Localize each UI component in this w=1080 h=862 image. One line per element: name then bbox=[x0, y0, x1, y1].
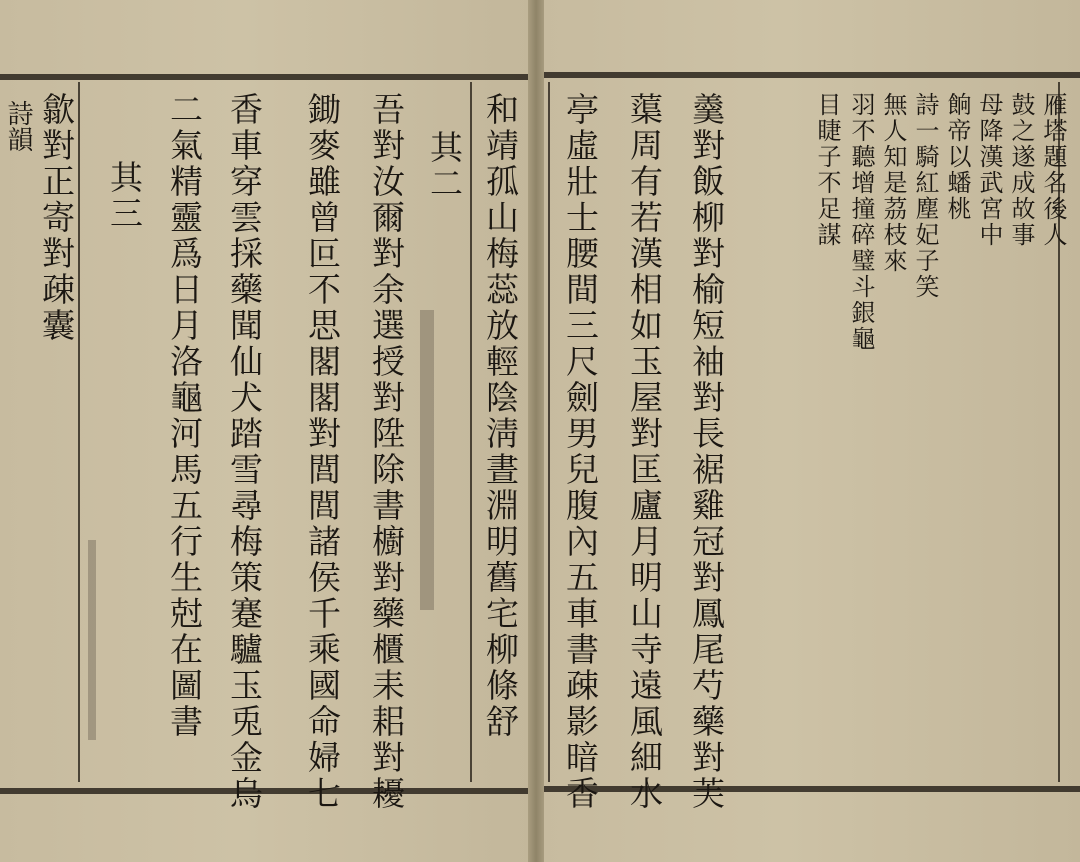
ink-stain bbox=[88, 540, 96, 740]
annotation-column: 無人知是茘枝來 bbox=[879, 92, 907, 274]
annotation-column: 詩一騎紅塵妃子笑 bbox=[911, 92, 939, 300]
column-divider bbox=[470, 82, 472, 782]
book-gutter bbox=[528, 0, 544, 862]
section-heading: 其二 bbox=[425, 130, 464, 202]
column-divider bbox=[78, 82, 80, 782]
annotation-column: 母降漢武宮中 bbox=[975, 92, 1003, 248]
text-column: 吾對汝爾對余選授對陞除書櫥對藥櫃耒耜對耰 bbox=[367, 92, 406, 812]
annotation-column: 目睫子不足謀 bbox=[813, 92, 841, 248]
text-column: 羹對飯柳對榆短袖對長裾雞冠對鳳尾芍藥對芙 bbox=[687, 92, 726, 812]
top-rule-right bbox=[544, 72, 1080, 78]
page-edge-label: 詩韻 bbox=[3, 100, 33, 152]
annotation-column: 雁塔題名後人 bbox=[1039, 92, 1067, 248]
text-column: 二氣精靈爲日月洛龜河馬五行生尅在圖書 bbox=[165, 92, 204, 740]
ink-stain bbox=[420, 310, 434, 610]
text-column: 和靖孤山梅蕊放輕陰淸晝淵明舊宅柳條舒 bbox=[481, 92, 520, 740]
section-heading: 其三 bbox=[105, 160, 144, 232]
text-column: 歙對正寄對疎囊 bbox=[37, 92, 76, 344]
column-divider bbox=[548, 82, 550, 782]
text-column: 蕖周有若漢相如玉屋對匡廬月明山寺遠風細水 bbox=[625, 92, 664, 812]
top-rule-left bbox=[0, 74, 528, 80]
text-column: 鋤麥雖曾叵不思閣閣對閭閭諸侯千乘國命婦七 bbox=[303, 92, 342, 812]
text-column: 亭虛壯士腰間三尺劍男兒腹內五車書疎影暗香 bbox=[561, 92, 600, 812]
text-column: 香車穿雲採藥聞仙犬踏雪尋梅策蹇驢玉兎金烏 bbox=[225, 92, 264, 812]
annotation-column: 餉帝以蟠桃 bbox=[943, 92, 971, 222]
annotation-column: 鼓之遂成故事 bbox=[1007, 92, 1035, 248]
annotation-column: 羽不聽增撞碎璧斗銀龜 bbox=[847, 92, 875, 352]
